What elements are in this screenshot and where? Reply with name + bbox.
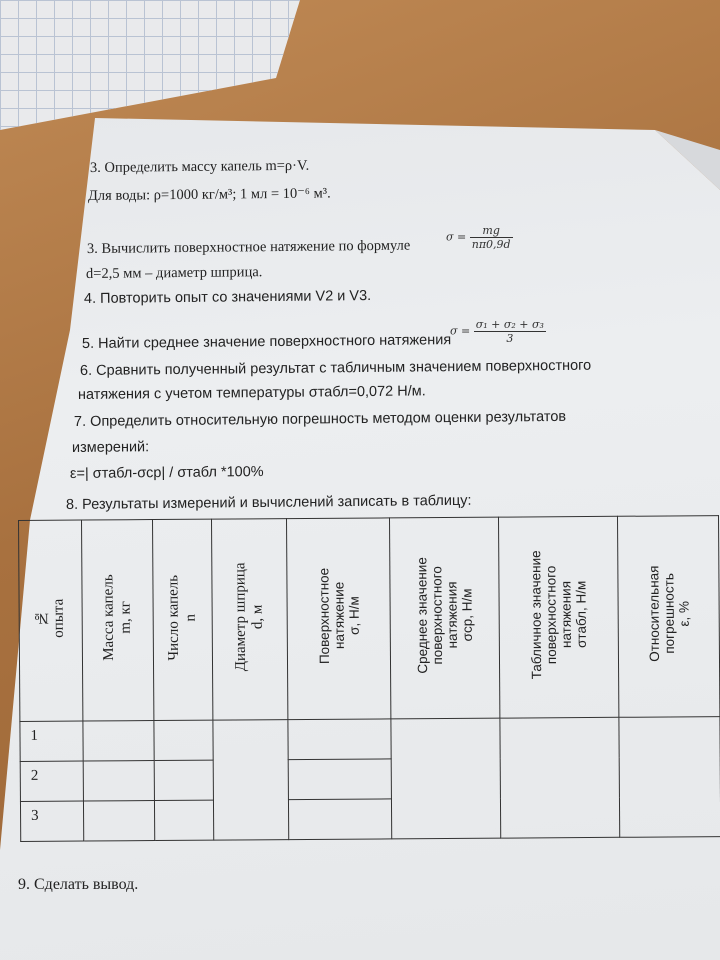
cell-table-value[interactable] xyxy=(500,717,620,838)
results-table-wrapper xyxy=(18,515,720,842)
average-numerator: σ₁ + σ₂ + σ₃ xyxy=(475,318,544,331)
formula-denominator: nπ0,9d xyxy=(471,238,511,251)
relative-error-formula: ε=| σтабл-σср| / σтабл *100% xyxy=(69,463,264,482)
step-3-surface-tension: 3. Вычислить поверхностное натяжение по формуле xyxy=(86,237,411,257)
table-header-row xyxy=(19,516,720,722)
row-number: 1 xyxy=(20,721,83,761)
results-table xyxy=(18,515,720,842)
col-header-average-tension: Среднее значение поверхностного натяжения σср, Н/м xyxy=(389,517,499,719)
col-header-surface-tension: Поверхностное натяжение σ, Н/м xyxy=(286,518,390,720)
cell-count[interactable] xyxy=(154,760,213,800)
cell-tension[interactable] xyxy=(288,799,391,840)
step-9: 9. Сделать вывод. xyxy=(18,876,139,893)
average-formula: σ = $\frac{\text{σ₁ + σ₂ + σ₃}}{3}$ xyxy=(450,318,544,345)
step-7-line2: измерений: xyxy=(71,439,150,456)
syringe-diameter-note: d=2,5 мм – диаметр шприца. xyxy=(85,264,263,282)
col-header-experiment-no: № опыта xyxy=(19,520,83,721)
step-4: 4. Повторить опыт со значениями V2 и V3. xyxy=(83,287,372,307)
surface-tension-formula: σ = $\frac{mg}{n\pi 0,9d}$ xyxy=(446,224,511,251)
average-denominator: 3 xyxy=(506,332,514,345)
step-3-water-density: Для воды: ρ=1000 кг/м³; 1 мл = 10⁻⁶ м³. xyxy=(87,185,331,204)
col-header-relative-error: Относительная погрешность ε, % xyxy=(617,516,719,718)
cell-diameter[interactable] xyxy=(213,720,289,841)
cell-tension[interactable] xyxy=(288,719,391,760)
table-row xyxy=(20,717,720,762)
step-5: 5. Найти среднее значение поверхностного натяжения xyxy=(81,332,452,352)
cell-count[interactable] xyxy=(154,720,213,760)
col-header-syringe-diameter: Диаметр шприца d, м xyxy=(211,519,287,721)
cell-error[interactable] xyxy=(619,717,720,838)
cell-average[interactable] xyxy=(391,718,501,839)
cell-mass[interactable] xyxy=(83,761,154,801)
row-number: 3 xyxy=(20,801,83,841)
cell-tension[interactable] xyxy=(288,759,391,800)
step-3-mass: 3. Определить массу капель m=ρ·V. xyxy=(89,157,310,176)
cell-mass[interactable] xyxy=(83,721,154,761)
step-7-line1: 7. Определить относительную погрешность методом оценки результатов xyxy=(73,408,567,430)
col-header-table-tension: Табличное значение поверхностного натяжения σтабл, Н/м xyxy=(498,516,618,718)
col-header-drop-mass: Масса капель m, кг xyxy=(82,520,154,721)
row-number: 2 xyxy=(20,761,83,801)
step-8: 8. Результаты измерений и вычислений записать в таблицу: xyxy=(65,492,472,513)
cell-count[interactable] xyxy=(154,800,213,840)
formula-numerator: mg xyxy=(470,224,513,238)
col-header-drop-count: Число капель n xyxy=(153,519,213,720)
step-6-line2: натяжения с учетом температуры σтабл=0,072 Н/м. xyxy=(77,383,426,403)
step-6-line1: 6. Сравнить полученный результат с табличным значением поверхностного xyxy=(79,357,592,379)
cell-mass[interactable] xyxy=(83,801,154,841)
